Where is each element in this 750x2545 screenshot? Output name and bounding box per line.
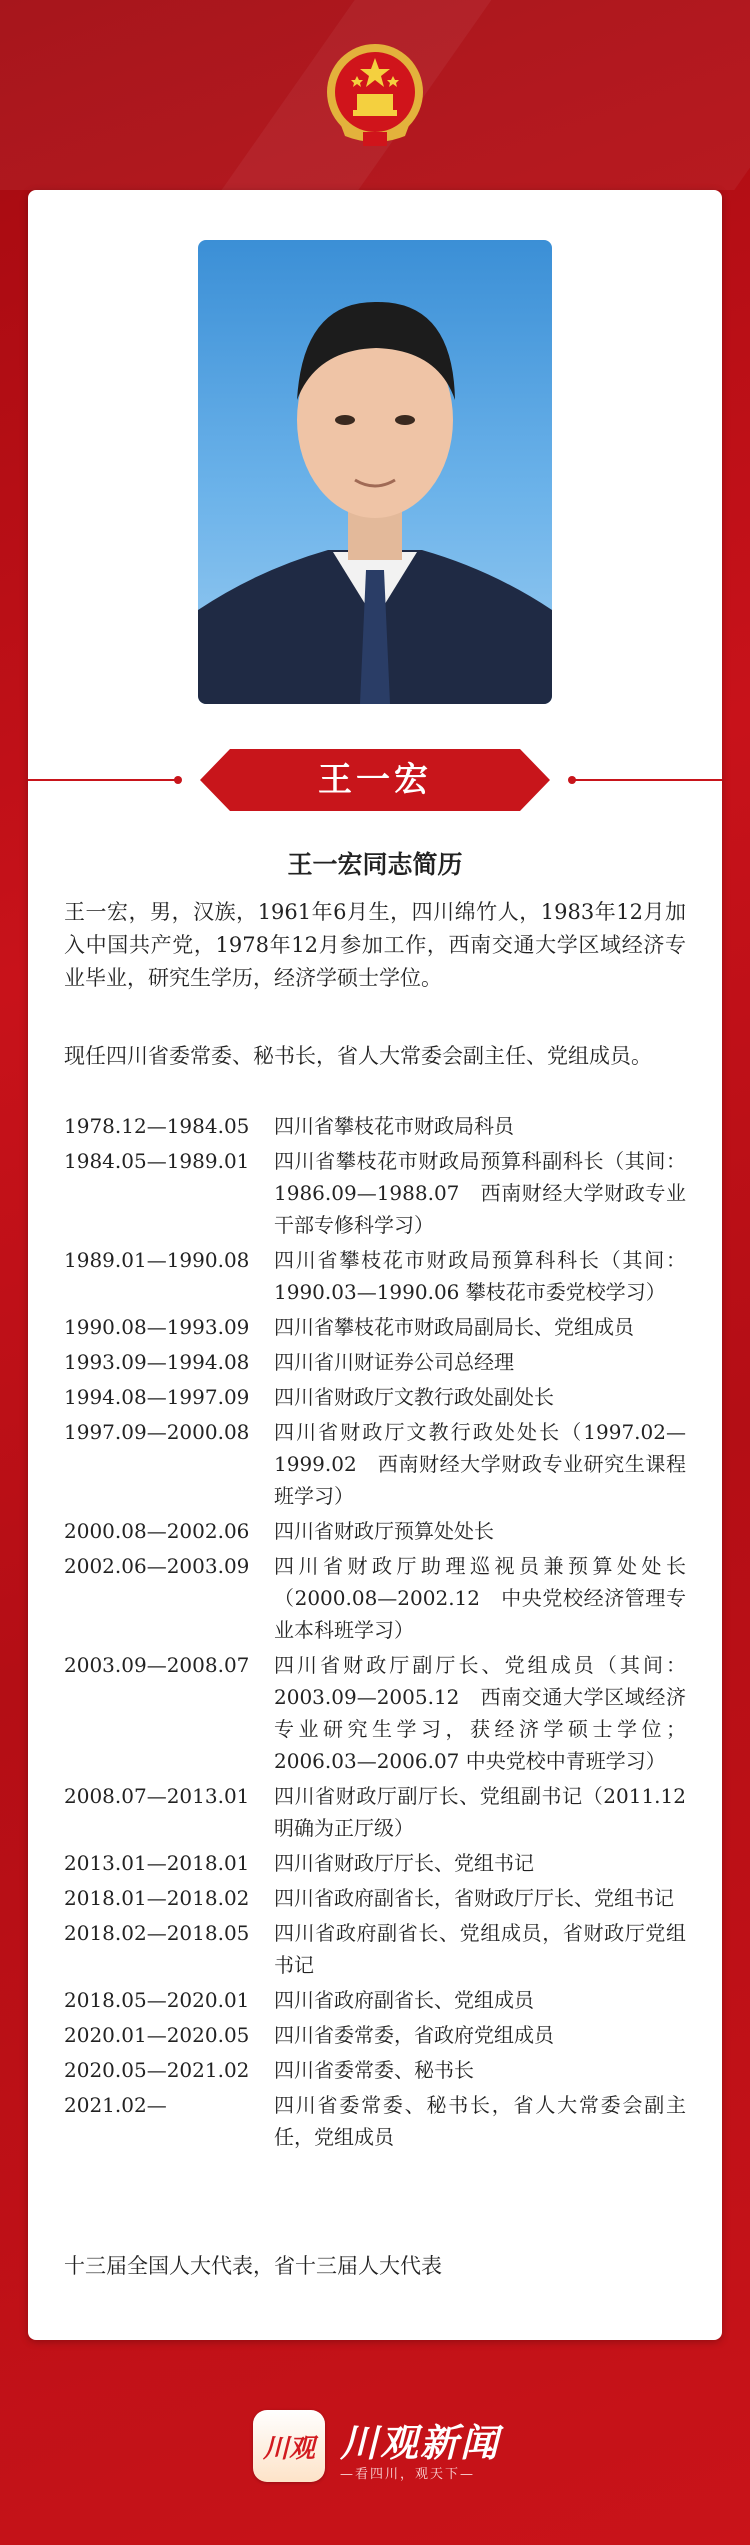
- career-description: 四川省财政厅助理巡视员兼预算处处长（2000.08—2002.12 中央党校经济管理专业本科班学习）: [274, 1554, 686, 1642]
- career-description: 四川省财政厅副厅长、党组成员（其间：2003.09—2005.12 西南交通大学区域经济专业研究生学习，获经济学硕士学位；2006.03—2006.07 中央党校中青班学习）: [274, 1653, 686, 1773]
- career-row: [64, 1416, 686, 1512]
- brand-slogan: —看四川，观天下—: [340, 2467, 476, 2482]
- career-description: 四川省财政厅文教行政处处长（1997.02—1999.02 西南财经大学财政专业研究生课程班学习）: [274, 1420, 686, 1508]
- career-period: 2020.05—2021.02: [64, 2058, 250, 2082]
- career-period: 2000.08—2002.06: [64, 1519, 250, 1543]
- career-period: 2020.01—2020.05: [64, 2023, 250, 2047]
- career-description: 四川省攀枝花市财政局副局长、党组成员: [274, 1315, 634, 1339]
- career-row: [64, 1145, 686, 1241]
- career-period: 2021.02—: [64, 2093, 167, 2117]
- career-description: 四川省财政厅文教行政处副处长: [274, 1385, 554, 1409]
- career-description: 四川省政府副省长，省财政厅厅长、党组书记: [274, 1886, 674, 1910]
- career-period: 2013.01—2018.01: [64, 1851, 250, 1875]
- career-period: 2002.06—2003.09: [64, 1554, 250, 1578]
- career-period: 1989.01—1990.08: [64, 1248, 250, 1272]
- deputy-note: 十三届全国人大代表，省十三届人大代表: [64, 2254, 442, 2278]
- career-period: 1978.12—1984.05: [64, 1114, 250, 1138]
- career-row: [64, 1244, 686, 1308]
- career-description: 四川省财政厅副厅长、党组副书记（2011.12 明确为正厅级）: [274, 1784, 686, 1840]
- career-period: 2018.05—2020.01: [64, 1988, 250, 2012]
- career-period: 1997.09—2000.08: [64, 1420, 250, 1444]
- career-row: [64, 2019, 686, 2051]
- career-period: 2008.07—2013.01: [64, 1784, 250, 1808]
- career-period: 1993.09—1994.08: [64, 1350, 250, 1374]
- career-period: 1990.08—1993.09: [64, 1315, 250, 1339]
- current-position: 现任四川省委常委、秘书长，省人大常委会副主任、党组成员。: [64, 1044, 652, 1068]
- brand-name: 川观新闻: [340, 2420, 501, 2465]
- career-row: [64, 1649, 686, 1777]
- career-period: 1984.05—1989.01: [64, 1149, 250, 1173]
- career-description: 四川省攀枝花市财政局科员: [274, 1114, 514, 1138]
- career-period: 2018.02—2018.05: [64, 1921, 250, 1945]
- career-description: 四川省财政厅厅长、党组书记: [274, 1851, 534, 1875]
- career-list: [64, 1110, 686, 2156]
- career-description: 四川省委常委、秘书长，省人大常委会副主任，党组成员: [274, 2093, 686, 2149]
- career-description: 四川省政府副省长、党组成员: [274, 1988, 534, 2012]
- career-description: 四川省攀枝花市财政局预算科科长（其间：1990.03—1990.06 攀枝花市委党校学习）: [274, 1248, 686, 1304]
- career-row: [64, 1882, 686, 1914]
- career-row: [64, 2089, 686, 2153]
- career-row: [64, 1346, 686, 1378]
- career-row: [64, 1515, 686, 1547]
- career-row: [64, 2054, 686, 2086]
- career-row: [64, 1780, 686, 1844]
- bio-paragraph: 王一宏，男，汉族，1961年6月生，四川绵竹人，1983年12月加入中国共产党，1978年12月参加工作，西南交通大学区域经济专业毕业，研究生学历，经济学硕士学位。: [64, 900, 686, 990]
- career-description: 四川省攀枝花市财政局预算科副科长（其间：1986.09—1988.07 西南财经大学财政专业干部专修科学习）: [274, 1149, 686, 1237]
- career-period: 2018.01—2018.02: [64, 1886, 250, 1910]
- national-emblem-icon: [323, 40, 427, 150]
- career-row: [64, 1311, 686, 1343]
- career-row: [64, 1381, 686, 1413]
- resume-title: 王一宏同志简历: [287, 850, 463, 879]
- career-period: 1994.08—1997.09: [64, 1385, 250, 1409]
- career-row: [64, 1550, 686, 1646]
- career-description: 四川省财政厅预算处处长: [274, 1519, 494, 1543]
- career-row: [64, 1917, 686, 1981]
- career-row: [64, 1847, 686, 1879]
- career-description: 四川省政府副省长、党组成员，省财政厅党组书记: [274, 1921, 686, 1977]
- career-row: [64, 1984, 686, 2016]
- career-period: 2003.09—2008.07: [64, 1653, 250, 1677]
- profile-card: [28, 190, 722, 2340]
- career-row: [64, 1110, 686, 1142]
- brand-logo-icon: 川观: [253, 2410, 325, 2482]
- career-description: 四川省委常委、秘书长: [274, 2058, 474, 2082]
- career-description: 四川省川财证券公司总经理: [274, 1350, 514, 1374]
- person-name: 王一宏: [318, 760, 432, 800]
- career-description: 四川省委常委，省政府党组成员: [274, 2023, 554, 2047]
- portrait-photo: [198, 240, 552, 704]
